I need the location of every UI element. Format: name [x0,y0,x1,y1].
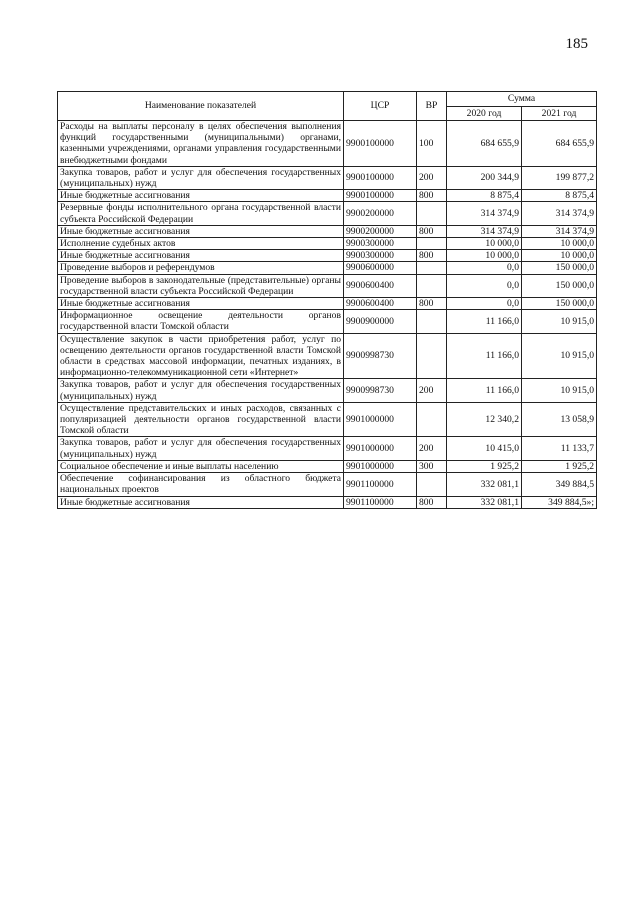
row-csr: 9900900000 [344,310,417,333]
table-row [58,496,597,508]
row-csr: 9900600400 [344,298,417,310]
table-row [58,262,597,274]
row-name: Обеспечение софинансирования из областного бюджета национальных проектов [58,473,344,496]
row-sum-2020: 8 875,4 [447,190,522,202]
row-csr: 9900100000 [344,121,417,167]
row-sum-2020: 11 166,0 [447,379,522,402]
row-sum-2021: 199 877,2 [522,166,597,189]
row-sum-2021: 1 925,2 [522,460,597,472]
row-vr: 800 [417,250,447,262]
table-row [58,473,597,496]
row-vr [417,202,447,225]
row-name: Проведение выборов и референдумов [58,262,344,274]
row-sum-2021: 13 058,9 [522,402,597,437]
table-row [58,402,597,437]
page-number: 185 [565,36,588,52]
table-row [58,437,597,460]
header-year-2021: 2021 год [522,106,597,121]
row-sum-2021: 314 374,9 [522,225,597,237]
row-sum-2021: 10 000,0 [522,238,597,250]
row-name: Иные бюджетные ассигнования [58,298,344,310]
row-sum-2021: 150 000,0 [522,298,597,310]
row-vr [417,473,447,496]
row-name: Проведение выборов в законодательные (представительные) органы государственной власти субъекта Российской Федерации [58,274,344,297]
row-name: Расходы на выплаты персоналу в целях обеспечения выполнения функций государственными (муниципальными) органами, казенными учреждениями, органами управления государственными внебюджетными фондами [58,121,344,167]
row-name: Информационное освещение деятельности органов государственной власти Томской области [58,310,344,333]
table-row [58,310,597,333]
row-sum-2020: 314 374,9 [447,202,522,225]
table-row [58,190,597,202]
row-sum-2021: 150 000,0 [522,262,597,274]
row-csr: 9900998730 [344,333,417,379]
row-name: Иные бюджетные ассигнования [58,190,344,202]
row-sum-2021: 10 915,0 [522,333,597,379]
row-name: Закупка товаров, работ и услуг для обеспечения государственных (муниципальных) нужд [58,437,344,460]
row-vr: 100 [417,121,447,167]
table-row [58,238,597,250]
table-row [58,121,597,167]
table-row [58,166,597,189]
header-year-2020: 2020 год [447,106,522,121]
header-sum: Сумма [447,92,597,107]
row-name: Осуществление представительских и иных расходов, связанных с популяризацией деятельности органов государственной власти Томской области [58,402,344,437]
row-vr [417,310,447,333]
row-sum-2020: 200 344,9 [447,166,522,189]
row-vr [417,333,447,379]
table-row [58,202,597,225]
row-name: Закупка товаров, работ и услуг для обеспечения государственных (муниципальных) нужд [58,379,344,402]
row-sum-2021: 10 000,0 [522,250,597,262]
row-vr [417,238,447,250]
row-vr [417,262,447,274]
row-csr: 9901100000 [344,473,417,496]
row-vr: 800 [417,496,447,508]
table-row [58,379,597,402]
row-csr: 9900600400 [344,274,417,297]
header-name: Наименование показателей [58,92,344,121]
row-vr [417,274,447,297]
row-csr: 9900300000 [344,238,417,250]
row-vr: 300 [417,460,447,472]
row-sum-2020: 10 000,0 [447,250,522,262]
row-sum-2020: 314 374,9 [447,225,522,237]
table-body [58,121,597,509]
row-name: Иные бюджетные ассигнования [58,496,344,508]
row-csr: 9900200000 [344,202,417,225]
row-sum-2020: 11 166,0 [447,310,522,333]
row-name: Иные бюджетные ассигнования [58,250,344,262]
row-sum-2020: 684 655,9 [447,121,522,167]
row-sum-2020: 0,0 [447,274,522,297]
row-sum-2021: 10 915,0 [522,310,597,333]
header-vr: ВР [417,92,447,121]
row-vr: 200 [417,437,447,460]
row-sum-2021: 8 875,4 [522,190,597,202]
row-csr: 9900100000 [344,190,417,202]
budget-table [57,91,597,509]
row-csr: 9900100000 [344,166,417,189]
row-csr: 9900600000 [344,262,417,274]
header-csr: ЦСР [344,92,417,121]
table-row [58,274,597,297]
table-row [58,225,597,237]
row-sum-2021: 10 915,0 [522,379,597,402]
row-name: Социальное обеспечение и иные выплаты населению [58,460,344,472]
row-vr [417,402,447,437]
row-csr: 9900200000 [344,225,417,237]
row-sum-2020: 0,0 [447,298,522,310]
row-name: Резервные фонды исполнительного органа государственной власти субъекта Российской Федерации [58,202,344,225]
row-vr: 200 [417,166,447,189]
row-sum-2020: 10 415,0 [447,437,522,460]
row-sum-2021: 314 374,9 [522,202,597,225]
table-row [58,333,597,379]
row-sum-2020: 12 340,2 [447,402,522,437]
row-csr: 9901100000 [344,496,417,508]
row-sum-2020: 332 081,1 [447,496,522,508]
row-name: Иные бюджетные ассигнования [58,225,344,237]
row-sum-2021: 349 884,5 [522,473,597,496]
row-csr: 9900300000 [344,250,417,262]
row-sum-2021: 349 884,5»; [522,496,597,508]
row-vr: 800 [417,190,447,202]
row-sum-2020: 0,0 [447,262,522,274]
row-csr: 9901000000 [344,402,417,437]
table-header [58,92,597,121]
row-vr: 800 [417,298,447,310]
row-csr: 9901000000 [344,460,417,472]
row-vr: 800 [417,225,447,237]
row-vr: 200 [417,379,447,402]
row-sum-2021: 11 133,7 [522,437,597,460]
row-name: Осуществление закупок в части приобретения работ, услуг по освещению деятельности органов государственной власти Томской области в средствах массовой информации, печатных изданиях, в информационно-телекоммуникационной сети «Интернет» [58,333,344,379]
row-name: Закупка товаров, работ и услуг для обеспечения государственных (муниципальных) нужд [58,166,344,189]
row-sum-2021: 150 000,0 [522,274,597,297]
row-name: Исполнение судебных актов [58,238,344,250]
row-csr: 9901000000 [344,437,417,460]
row-sum-2020: 11 166,0 [447,333,522,379]
row-sum-2020: 1 925,2 [447,460,522,472]
row-sum-2021: 684 655,9 [522,121,597,167]
row-csr: 9900998730 [344,379,417,402]
table-row [58,298,597,310]
table-row [58,460,597,472]
row-sum-2020: 332 081,1 [447,473,522,496]
table-row [58,250,597,262]
row-sum-2020: 10 000,0 [447,238,522,250]
